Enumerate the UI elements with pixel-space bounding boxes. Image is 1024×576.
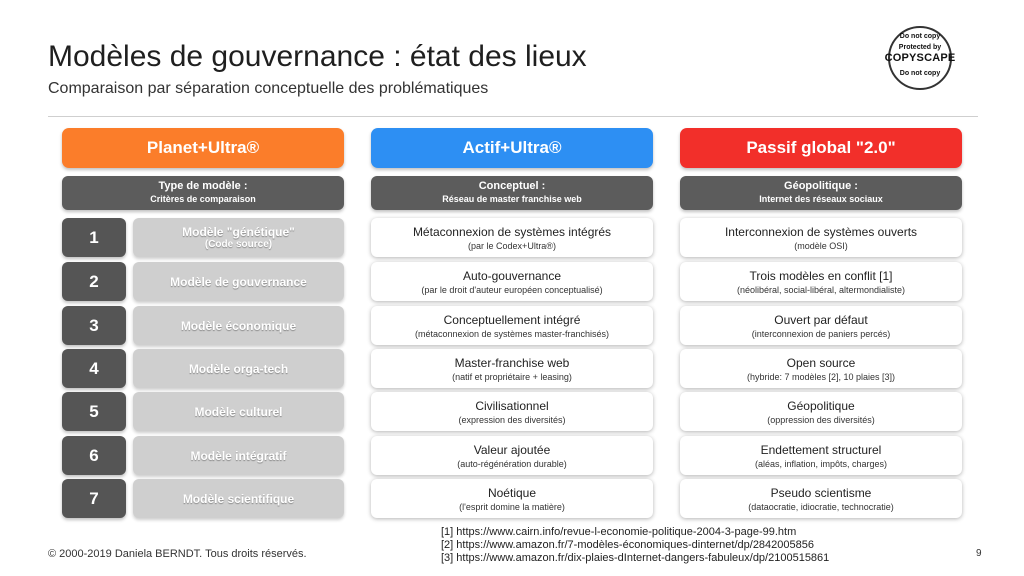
actif-cell-main: Valeur ajoutée	[473, 442, 551, 457]
page-number: 9	[976, 548, 982, 559]
slide-title: Modèles de gouvernance : état des lieux	[48, 40, 587, 73]
actif-cell-detail: (natif et propriétaire + leasing)	[452, 371, 572, 382]
actif-cell	[371, 218, 653, 257]
passif-cell	[680, 218, 962, 257]
actif-cell	[371, 262, 653, 301]
divider	[48, 116, 978, 117]
subheader-caption: Critères de comparaison	[150, 194, 256, 204]
passif-cell-main: Interconnexion de systèmes ouverts	[724, 224, 918, 239]
actif-cell-main: Auto-gouvernance	[462, 268, 562, 283]
actif-cell-detail: (l'esprit domine la matière)	[459, 501, 565, 512]
actif-cell-detail: (métaconnexion de systèmes master-franchisés)	[414, 328, 610, 339]
reference-link-2[interactable]: [2] https://www.amazon.fr/7-modèles-économiques-dinternet/dp/2842005856	[441, 539, 814, 551]
passif-cell	[680, 392, 962, 431]
column-header-passif-global: Passif global "2.0"	[680, 128, 962, 168]
actif-cell-main: Civilisationnel	[475, 398, 549, 413]
subheader-geopolitique	[680, 176, 962, 210]
badge-brand-text: COPYSCAPE	[884, 52, 956, 64]
row-number: 5	[62, 392, 126, 431]
row-model-label	[133, 392, 344, 431]
subheader-title: Conceptuel :	[478, 180, 546, 192]
row-model-label	[133, 479, 344, 518]
actif-cell-detail: (par le Codex+Ultra®)	[468, 240, 556, 251]
passif-cell-main: Pseudo scientisme	[770, 485, 872, 500]
passif-cell	[680, 262, 962, 301]
actif-cell-main: Noétique	[487, 485, 537, 500]
passif-cell-detail: (aléas, inflation, impôts, charges)	[754, 458, 888, 469]
slide-subtitle: Comparaison par séparation conceptuelle des problématiques	[48, 80, 489, 97]
row-model-title: Modèle intégratif	[190, 448, 287, 463]
passif-cell	[680, 349, 962, 388]
actif-cell-detail: (expression des diversités)	[458, 414, 566, 425]
row-model-subtitle: (Code source)	[204, 239, 273, 250]
reference-link-1[interactable]: [1] https://www.cairn.info/revue-l-economie-politique-2004-3-page-99.htm	[441, 526, 797, 538]
passif-cell	[680, 306, 962, 345]
passif-cell-detail: (néolibéral, social-libéral, altermondialiste)	[736, 284, 906, 295]
passif-cell	[680, 479, 962, 518]
row-model-title: Modèle culturel	[194, 404, 283, 419]
row-model-label	[133, 349, 344, 388]
passif-cell-main: Open source	[786, 355, 856, 370]
actif-cell-detail: (par le droit d'auteur européen conceptualisé)	[421, 284, 603, 295]
row-model-label	[133, 218, 344, 257]
copyright-footer: © 2000-2019 Daniela BERNDT. Tous droits réservés.	[48, 548, 307, 560]
actif-cell-detail: (auto-régénération durable)	[457, 458, 567, 469]
subheader-title: Type de modèle :	[158, 180, 248, 192]
row-model-title: Modèle économique	[180, 318, 297, 333]
reference-link-3[interactable]: [3] https://www.amazon.fr/dix-plaies-dInternet-dangers-fabuleux/dp/2100515861	[441, 552, 830, 564]
references	[441, 526, 829, 565]
column-header-planet-ultra: Planet+Ultra®	[62, 128, 344, 168]
row-model-label	[133, 262, 344, 301]
subheader-caption: Internet des réseaux sociaux	[759, 194, 883, 204]
row-model-title: Modèle scientifique	[182, 491, 295, 506]
passif-cell-detail: (hybride: 7 modèles [2], 10 plaies [3])	[746, 371, 896, 382]
row-number: 6	[62, 436, 126, 475]
subheader-model-type	[62, 176, 344, 210]
actif-cell-main: Conceptuellement intégré	[443, 312, 581, 327]
badge-top-text: Do not copy	[899, 33, 941, 40]
row-number: 4	[62, 349, 126, 388]
passif-cell-main: Endettement structurel	[760, 442, 882, 457]
actif-cell	[371, 436, 653, 475]
passif-cell-detail: (modèle OSI)	[794, 240, 848, 251]
badge-bottom-text: Do not copy	[899, 70, 941, 77]
badge-protected-text: Protected by	[898, 44, 942, 51]
row-number: 7	[62, 479, 126, 518]
passif-cell-main: Ouvert par défaut	[774, 312, 868, 327]
subheader-caption: Réseau de master franchise web	[442, 194, 582, 204]
actif-cell-main: Master-franchise web	[454, 355, 570, 370]
column-header-actif-ultra: Actif+Ultra®	[371, 128, 653, 168]
passif-cell-main: Trois modèles en conflit [1]	[749, 268, 893, 283]
row-model-label	[133, 436, 344, 475]
row-number: 3	[62, 306, 126, 345]
subheader-conceptuel	[371, 176, 653, 210]
subheader-title: Géopolitique :	[784, 180, 858, 192]
row-number: 1	[62, 218, 126, 257]
row-model-label	[133, 306, 344, 345]
passif-cell-detail: (interconnexion de paniers percés)	[751, 328, 891, 339]
actif-cell-main: Métaconnexion de systèmes intégrés	[412, 224, 612, 239]
row-number: 2	[62, 262, 126, 301]
actif-cell	[371, 479, 653, 518]
row-model-title: Modèle de gouvernance	[170, 274, 307, 289]
actif-cell	[371, 349, 653, 388]
row-model-title: Modèle "génétique"	[182, 225, 295, 239]
passif-cell-detail: (dataocratie, idiocratie, technocratie)	[748, 501, 894, 512]
actif-cell	[371, 306, 653, 345]
copyscape-badge[interactable]	[880, 26, 960, 94]
passif-cell-detail: (oppression des diversités)	[767, 414, 875, 425]
row-model-title: Modèle orga-tech	[188, 361, 289, 376]
actif-cell	[371, 392, 653, 431]
passif-cell	[680, 436, 962, 475]
passif-cell-main: Géopolitique	[787, 398, 855, 413]
